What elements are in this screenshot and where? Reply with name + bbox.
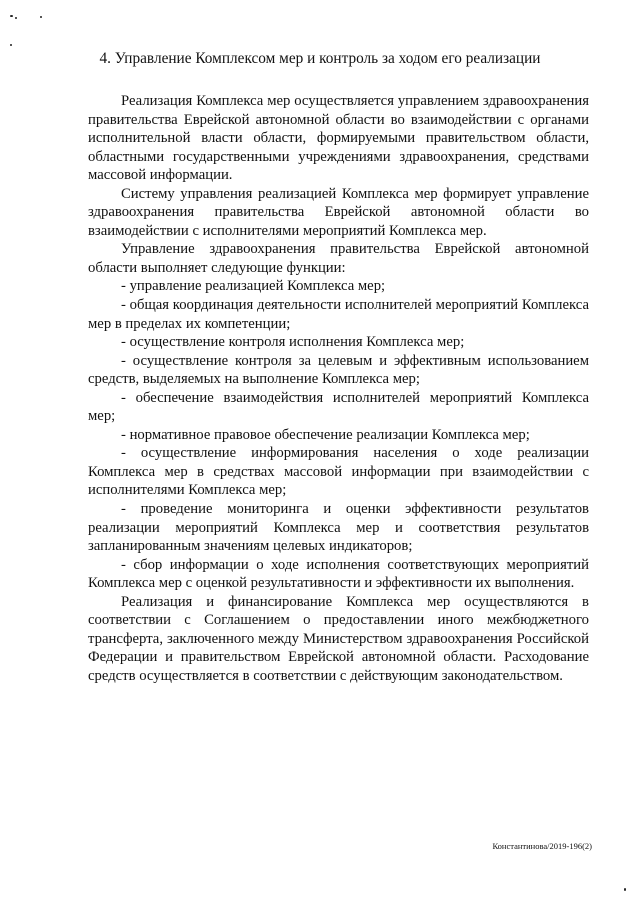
function-item: - нормативное правовое обеспечение реализации Комплекса мер; xyxy=(121,426,530,443)
paragraph-functions-intro: Управление здравоохранения правительства Еврейской автономной области выполняет следующие функции: xyxy=(88,241,589,276)
function-item: - сбор информации о ходе исполнения соответствующих мероприятий Комплекса мер с оценкой результативности и эффективности их выполнения. xyxy=(88,556,589,592)
paragraph-financing: Реализация и финансирование Комплекса мер осуществляются в соответствии с Соглашением о предоставлении иного межбюджетного трансферта, заключенного между Министерством здравоохранения Российской Федерации и правительством Еврейской автономной области. Расходование средств осуществляется в соответствии с действующим законодательством. xyxy=(88,593,589,684)
scan-speck xyxy=(10,15,13,17)
scan-speck xyxy=(15,17,17,19)
document-body xyxy=(88,92,589,686)
function-item: - проведение мониторинга и оценки эффективности результатов реализации мероприятий Комплекса мер и соответствия результатов запланированным значениям целевых индикаторов; xyxy=(88,501,589,555)
paragraph-implementation: Реализация Комплекса мер осуществляется управлением здравоохранения правительства Еврейской автономной области во взаимодействии с органами исполнительной власти области, формируемыми правительством области, областными государственными учреждениями здравоохранения, средствами массовой информации. xyxy=(88,93,589,184)
function-item: - общая координация деятельности исполнителей мероприятий Комплекса мер в пределах их компетенции; xyxy=(88,297,589,332)
function-item: - осуществление контроля за целевым и эффективным использованием средств, выделяемых на выполнение Комплекса мер; xyxy=(88,352,589,388)
function-item: - осуществление информирования населения о ходе реализации Комплекса мер в средствах массовой информации при взаимодействии с исполнителями Комплекса мер; xyxy=(88,445,589,499)
section-heading: 4. Управление Комплексом мер и контроль за ходом его реализации xyxy=(99,50,541,67)
scan-speck xyxy=(10,44,12,46)
scan-speck xyxy=(40,16,42,18)
function-item: - обеспечение взаимодействия исполнителей мероприятий Комплекса мер; xyxy=(88,389,589,425)
document-footer-code: Константинова/2019-196(2) xyxy=(492,841,592,851)
scan-speck xyxy=(624,888,626,891)
function-item: - осуществление контроля исполнения Комплекса мер; xyxy=(121,334,465,351)
paragraph-management-system: Систему управления реализацией Комплекса мер формирует управление здравоохранения правительства Еврейской автономной области во взаимодействии с исполнителями мероприятий Комплекса мер. xyxy=(88,185,589,239)
function-item: - управление реализацией Комплекса мер; xyxy=(121,278,386,295)
